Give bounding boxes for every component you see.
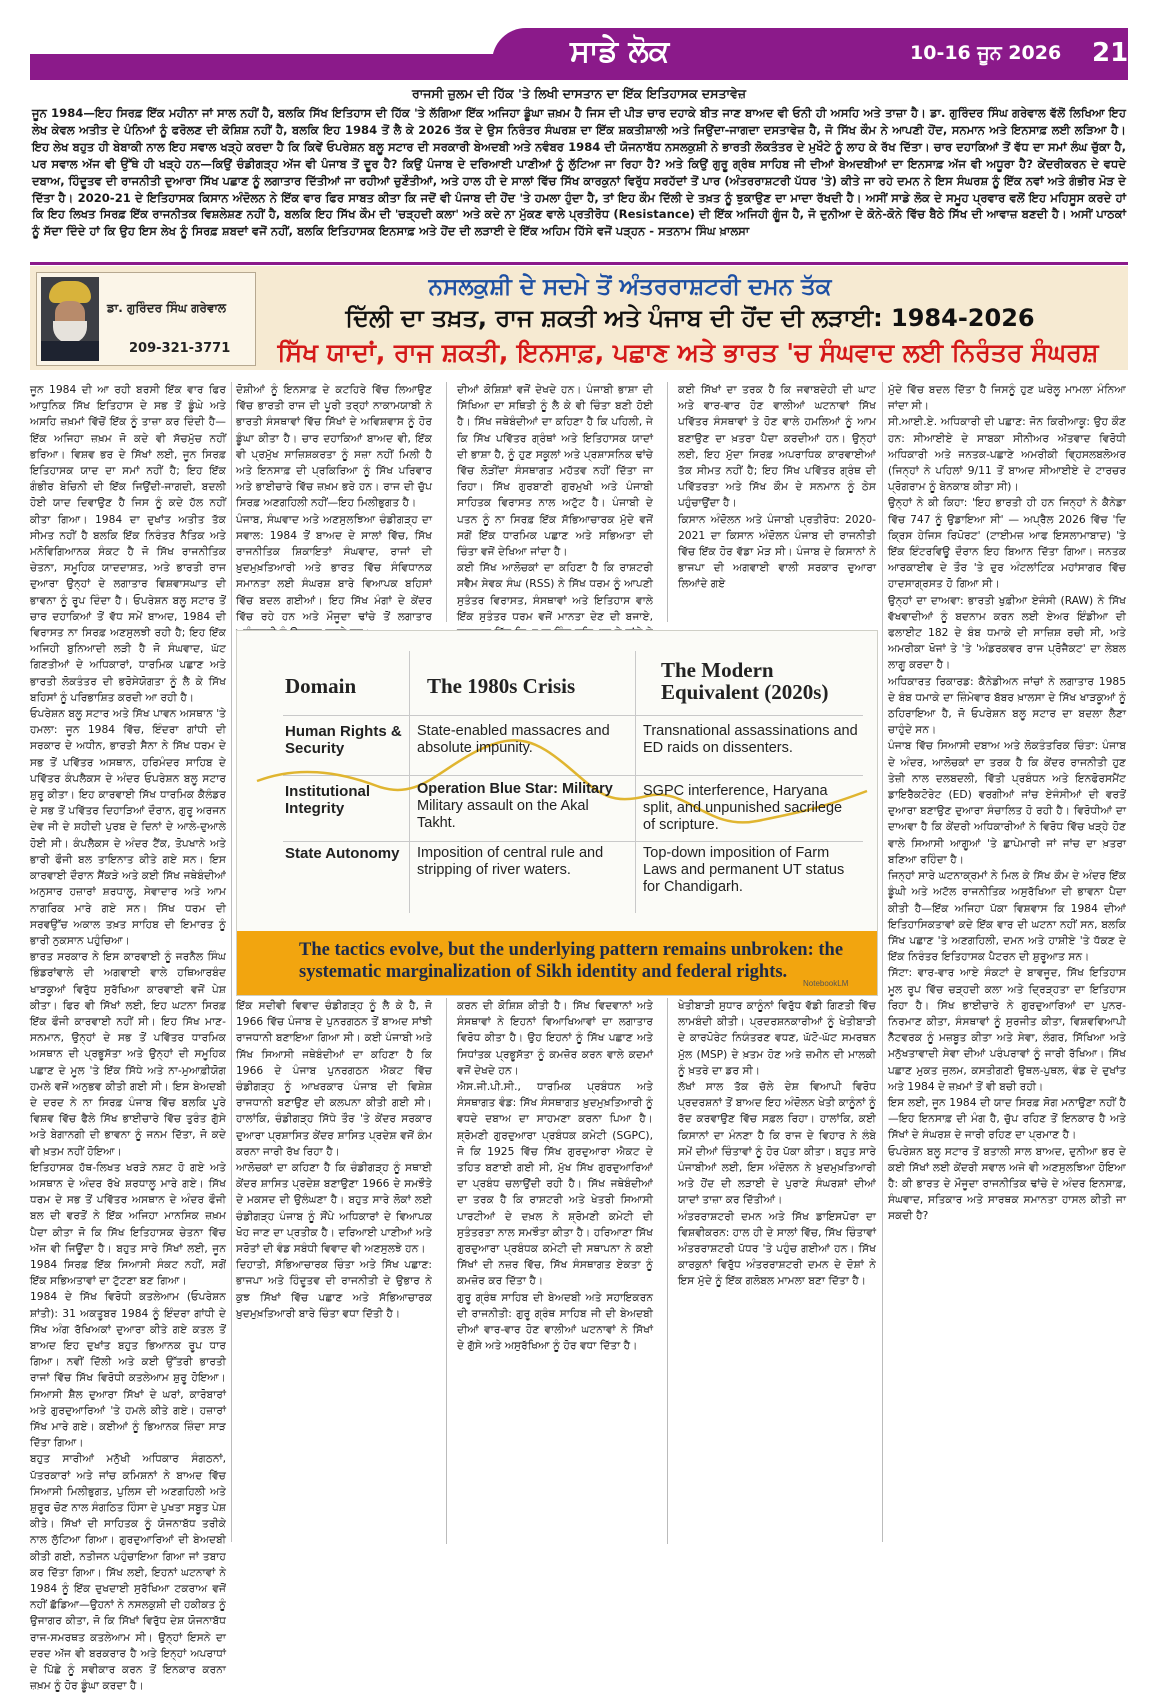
article-paragraph: ਦੋਸ਼ੀਆਂ ਨੂੰ ਇਨਸਾਫ਼ ਦੇ ਕਟਹਿਰੇ ਵਿੱਚ ਲਿਆਉਣ ਵਿੱਚ ਭਾਰਤੀ ਰਾਜ ਦੀ ਪੂਰੀ ਤਰ੍ਹਾਂ ਨਾਕਾਮਯਾਬੀ ਨੇ ਭਾਰਤੀ ਸੰਸਥਾਵਾਂ ਵਿੱਚ ਸਿੱਖਾਂ ਦੇ ਅਵਿਸ਼ਵਾਸ ਨੂੰ ਹੋਰ ਡੂੰਘਾ ਕੀਤਾ ਹੈ। ਚਾਰ ਦਹਾਕਿਆਂ ਬਾਅਦ ਵੀ, ਇੱਕ ਵੀ ਪ੍ਰਮੁੱਖ ਸਾਜ਼ਿਸ਼ਕਰਤਾ ਨੂੰ ਸਜ਼ਾ ਨਹੀਂ ਮਿਲੀ ਹੈ ਅਤੇ ਇਨਸਾਫ਼ ਦੀ ਪ੍ਰਕਿਰਿਆ ਨੂੰ ਸਿੱਖ ਪਰਿਵਾਰ ਅਤੇ ਭਾਈਚਾਰੇ ਵਿੱਚ ਜ਼ਖ਼ਮ ਭਰੇ ਹਨ। ਰਾਜ ਦੀ ਚੁੱਪ ਸਿਰਫ਼ ਅਣਗਹਿਲੀ ਨਹੀਂ—ਇਹ ਮਿਲੀਭੁਗਤ ਹੈ।	[236, 383, 432, 510]
intro-body: ਜੂਨ 1984—ਇਹ ਸਿਰਫ਼ ਇੱਕ ਮਹੀਨਾ ਜਾਂ ਸਾਲ ਨਹੀਂ ਹੈ, ਬਲਕਿ ਸਿੱਖ ਇਤਿਹਾਸ ਦੀ ਹਿੱਕ 'ਤੇ ਲੱਗਿਆ ਇੱਕ ਅਜਿਹਾ ਡੂੰਘਾ ਜ਼ਖ਼ਮ ਹੈ ਜਿਸ ਦੀ ਪੀੜ ਚਾਰ ਦਹਾਕੇ ਬੀਤ ਜਾਣ ਬਾਅਦ ਵੀ ਓਨੀ ਹੀ ਅਸਹਿ ਅਤੇ ਤਾਜ਼ਾ ਹੈ। ਡਾ. ਗੁਰਿੰਦਰ ਸਿੰਘ ਗਰੇਵਾਲ ਵੱਲੋਂ ਲਿਖਿਆ ਇਹ ਲੇਖ ਕੇਵਲ ਅਤੀਤ ਦੇ ਪੰਨਿਆਂ ਨੂੰ ਫਰੋਲਣ ਦੀ ਕੋਸ਼ਿਸ਼ ਨਹੀਂ ਹੈ, ਬਲਕਿ ਇਹ 1984 ਤੋਂ ਲੈ ਕੇ 2026 ਤੱਕ ਦੇ ਉਸ ਨਿਰੰਤਰ ਸੰਘਰਸ਼ ਦਾ ਇੱਕ ਸ਼ਕਤੀਸ਼ਾਲੀ ਅਤੇ ਜਿਉਂਦਾ-ਜਾਗਦਾ ਦਸਤਾਵੇਜ਼ ਹੈ, ਜੋ ਸਿੱਖ ਕੌਮ ਨੇ ਆਪਣੀ ਹੋਂਦ, ਸਨਮਾਨ ਅਤੇ ਇਨਸਾਫ਼ ਲਈ ਲੜਿਆ ਹੈ। ਇਹ ਲੇਖ ਬਹੁਤ ਹੀ ਬੇਬਾਕੀ ਨਾਲ ਇਹ ਸਵਾਲ ਖੜ੍ਹੇ ਕਰਦਾ ਹੈ ਕਿ ਕਿਵੇਂ ਓਪਰੇਸ਼ਨ ਬਲੂ ਸਟਾਰ ਦੀ ਸਰਕਾਰੀ ਬੇਅਦਬੀ ਅਤੇ ਨਵੰਬਰ 1984 ਦੀ ਯੋਜਨਾਬੱਧ ਨਸਲਕੁਸ਼ੀ ਨੇ ਭਾਰਤੀ ਲੋਕਤੰਤਰ ਦੇ ਮੁਖੌਟੇ ਨੂੰ ਲਾਹ ਕੇ ਰੱਖ ਦਿੱਤਾ। ਚਾਰ ਦਹਾਕਿਆਂ ਤੋਂ ਵੱਧ ਦਾ ਸਮਾਂ ਲੰਘ ਚੁੱਕਾ ਹੈ, ਪਰ ਸਵਾਲ ਅੱਜ ਵੀ ਉੱਥੇ ਹੀ ਖੜ੍ਹੇ ਹਨ—ਕਿਉਂ ਚੰਡੀਗੜ੍ਹ ਅੱਜ ਵੀ ਪੰਜਾਬ ਤੋਂ ਦੂਰ ਹੈ? ਕਿਉਂ ਪੰਜਾਬ ਦੇ ਦਰਿਆਈ ਪਾਣੀਆਂ ਨੂੰ ਲੁੱਟਿਆ ਜਾ ਰਿਹਾ ਹੈ? ਅਤੇ ਕਿਉਂ ਗੁਰੂ ਗ੍ਰੰਥ ਸਾਹਿਬ ਜੀ ਦੀਆਂ ਬੇਅਦਬੀਆਂ ਦਾ ਇਨਸਾਫ਼ ਅੱਜ ਵੀ ਅਧੂਰਾ ਹੈ? ਕੇਂਦਰੀਕਰਨ ਦੇ ਵਧਦੇ ਦਬਾਅ, ਹਿੰਦੂਤਵ ਦੀ ਰਾਜਨੀਤੀ ਦੁਆਰਾ ਸਿੱਖ ਪਛਾਣ ਨੂੰ ਲਗਾਤਾਰ ਦਿੱਤੀਆਂ ਜਾ ਰਹੀਆਂ ਚੁਣੌਤੀਆਂ, ਅਤੇ ਹਾਲ ਹੀ ਦੇ ਸਾਲਾਂ ਵਿੱਚ ਸਿੱਖ ਕਾਰਕੁਨਾਂ ਵਿਰੁੱਧ ਸਰਹੱਦਾਂ ਤੋਂ ਪਾਰ (ਅੰਤਰਰਾਸ਼ਟਰੀ ਪੱਧਰ 'ਤੇ) ਕੀਤੇ ਜਾ ਰਹੇ ਦਮਨ ਨੇ ਇਸ ਸੰਘਰਸ਼ ਨੂੰ ਇੱਕ ਨਵਾਂ ਅਤੇ ਗੰਭੀਰ ਮੋੜ ਦੇ ਦਿੱਤਾ ਹੈ। 2020-21 ਦੇ ਇਤਿਹਾਸਕ ਕਿਸਾਨ ਅੰਦੋਲਨ ਨੇ ਇੱਕ ਵਾਰ ਫਿਰ ਸਾਬਤ ਕੀਤਾ ਕਿ ਜਦੋਂ ਵੀ ਪੰਜਾਬ ਦੀ ਹੋਂਦ 'ਤੇ ਹਮਲਾ ਹੁੰਦਾ ਹੈ, ਤਾਂ ਇਹ ਕੌਮ ਦਿੱਲੀ ਦੇ ਤਖ਼ਤ ਨੂੰ ਝੁਕਾਉਣ ਦਾ ਮਾਦਾ ਰੱਖਦੀ ਹੈ। ਅਸੀਂ ਸਾਡੇ ਲੋਕ ਦੇ ਸਮੂਹ ਪ੍ਰਵਾਰ ਵਲੋਂ ਇਹ ਮਹਿਸੂਸ ਕਰਦੇ ਹਾਂ ਕਿ ਇਹ ਲਿਖਤ ਸਿਰਫ਼ ਇੱਕ ਰਾਜਨੀਤਕ ਵਿਸ਼ਲੇਸ਼ਣ ਨਹੀਂ ਹੈ, ਬਲਕਿ ਇਹ ਸਿੱਖ ਕੌਮ ਦੀ 'ਚੜ੍ਹਦੀ ਕਲਾ' ਅਤੇ ਕਦੇ ਨਾ ਮੁੱਕਣ ਵਾਲੇ ਪ੍ਰਤੀਰੋਧ (Resistance) ਦੀ ਇੱਕ ਅਜਿਹੀ ਗੂੰਜ ਹੈ, ਜੋ ਦੁਨੀਆ ਦੇ ਕੋਨੇ-ਕੋਨੇ ਵਿੱਚ ਬੈਠੇ ਸਿੱਖ ਦੀ ਆਵਾਜ਼ ਬਣਦੀ ਹੈ। ਅਸੀਂ ਪਾਠਕਾਂ ਨੂੰ ਸੱਦਾ ਦਿੰਦੇ ਹਾਂ ਕਿ ਉਹ ਇਸ ਲੇਖ ਨੂੰ ਸਿਰਫ਼ ਸ਼ਬਦਾਂ ਵਜੋਂ ਨਹੀਂ, ਬਲਕਿ ਇਤਿਹਾਸਕ ਇਨਸਾਫ਼ ਅਤੇ ਹੋਂਦ ਦੀ ਲੜਾਈ ਦੇ ਇੱਕ ਅਹਿਮ ਹਿੱਸੇ ਵਜੋਂ ਪੜ੍ਹਨ - ਸਤਨਾਮ ਸਿੰਘ ਖ਼ਾਲਸਾ	[32, 106, 1126, 239]
article-banner	[30, 266, 1128, 370]
article-paragraph: ਐਸ.ਜੀ.ਪੀ.ਸੀ., ਧਾਰਮਿਕ ਪ੍ਰਬੰਧਨ ਅਤੇ ਸੰਸਥਾਗਤ ਵੰਡ: ਸਿੱਖ ਸੰਸਥਾਗਤ ਖ਼ੁਦਮੁਖ਼ਤਿਆਰੀ ਨੂੰ ਵਧਦੇ ਦਬਾਅ ਦਾ ਸਾਹਮਣਾ ਕਰਨਾ ਪਿਆ ਹੈ। ਸ਼੍ਰੋਮਣੀ ਗੁਰਦੁਆਰਾ ਪ੍ਰਬੰਧਕ ਕਮੇਟੀ (SGPC), ਜੋ ਕਿ 1925 ਵਿੱਚ ਸਿੱਖ ਗੁਰਦੁਆਰਾ ਐਕਟ ਦੇ ਤਹਿਤ ਬਣਾਈ ਗਈ ਸੀ, ਮੁੱਖ ਸਿੱਖ ਗੁਰਦੁਆਰਿਆਂ ਦਾ ਪ੍ਰਬੰਧ ਚਲਾਉਂਦੀ ਰਹੀ ਹੈ। ਸਿੱਖ ਜਥੇਬੰਦੀਆਂ ਦਾ ਤਰਕ ਹੈ ਕਿ ਰਾਸ਼ਟਰੀ ਅਤੇ ਖੇਤਰੀ ਸਿਆਸੀ ਪਾਰਟੀਆਂ ਦੇ ਦਖ਼ਲ ਨੇ ਸ਼੍ਰੋਮਣੀ ਕਮੇਟੀ ਦੀ ਸੁਤੰਤਰਤਾ ਨਾਲ ਸਮਝੌਤਾ ਕੀਤਾ ਹੈ। ਹਰਿਆਣਾ ਸਿੱਖ ਗੁਰਦੁਆਰਾ ਪ੍ਰਬੰਧਕ ਕਮੇਟੀ ਦੀ ਸਥਾਪਨਾ ਨੇ ਕਈ ਸਿੱਖਾਂ ਦੀ ਨਜ਼ਰ ਵਿੱਚ, ਸਿੱਖ ਸੰਸਥਾਗਤ ਏਕਤਾ ਨੂੰ ਕਮਜ਼ੋਰ ਕਰ ਦਿੱਤਾ ਹੈ।	[457, 1080, 653, 1288]
article-paragraph: ਪੰਜਾਬ ਵਿੱਚ ਸਿਆਸੀ ਦਬਾਅ ਅਤੇ ਲੋਕਤੰਤਰਿਕ ਚਿੰਤਾ: ਪੰਜਾਬ ਦੇ ਅੰਦਰ, ਆਲੋਚਕਾਂ ਦਾ ਤਰਕ ਹੈ ਕਿ ਕੇਂਦਰ ਰਾਜਨੀਤੀ ਹੁਣ ਤੇਜ਼ੀ ਨਾਲ ਦਲਬਦਲੀ, ਵਿੱਤੀ ਪ੍ਰਬੰਧਨ ਅਤੇ ਇਨਫੋਰਸਮੈਂਟ ਡਾਇਰੈਕਟੋਰੇਟ (ED) ਵਰਗੀਆਂ ਜਾਂਚ ਏਜੰਸੀਆਂ ਦੀ ਵਰਤੋਂ ਦੁਆਰਾ ਬਣਾਉਣ ਦੁਆਰਾ ਸੰਚਾਲਿਤ ਹੋ ਰਹੀ ਹੈ। ਵਿਰੋਧੀਆਂ ਦਾ ਦਾਅਵਾ ਹੈ ਕਿ ਕੇਂਦਰੀ ਅਧਿਕਾਰੀਆਂ ਨੇ ਵਿਰੋਧ ਵਿੱਚ ਖੜ੍ਹੇ ਹੋਣ ਵਾਲੇ ਸਿਆਸੀ ਆਗੂਆਂ 'ਤੇ ਛਾਪੇਮਾਰੀ ਜਾਂ ਜਾਂਚ ਦਾ ਖ਼ਤਰਾ ਬਣਿਆ ਰਹਿੰਦਾ ਹੈ।	[888, 739, 1126, 866]
article-paragraph: ਗੁਰੂ ਗ੍ਰੰਥ ਸਾਹਿਬ ਦੀ ਬੇਅਦਬੀ ਅਤੇ ਸਹਾਇਕਰਨ ਦੀ ਰਾਜਨੀਤੀ: ਗੁਰੂ ਗ੍ਰੰਥ ਸਾਹਿਬ ਜੀ ਦੀ ਬੇਅਦਬੀ ਦੀਆਂ ਵਾਰ-ਵਾਰ ਹੋਣ ਵਾਲੀਆਂ ਘਟਨਾਵਾਂ ਨੇ ਸਿੱਖਾਂ ਦੇ ਗੁੱਸੇ ਅਤੇ ਅਸੁਰੱਖਿਆ ਨੂੰ ਹੋਰ ਵਧਾ ਦਿੱਤਾ ਹੈ।	[457, 1290, 653, 1353]
row-modern-human-rights: Transnational assassinations and ED raids on dissenters.	[643, 723, 858, 756]
column-4-bottom	[678, 998, 876, 1544]
author-photo	[41, 277, 99, 361]
article-paragraph: ਉਨ੍ਹਾਂ ਨੇ ਕੀ ਕਿਹਾ: 'ਇਹ ਭਾਰਤੀ ਹੀ ਹਨ ਜਿਨ੍ਹਾਂ ਨੇ ਕੈਨੇਡਾ ਵਿੱਚ 747 ਨੂੰ ਉਡਾਇਆ ਸੀ' — ਅਪ੍ਰੈਲ 2026 ਵਿੱਚ 'ਦਿ ਕ੍ਰਿਸ ਹੇਜਿਸ ਰਿਪੋਰਟ' (ਟਾਈਮਜ਼ ਆਫ ਇਸਲਾਮਾਬਾਦ) 'ਤੇ ਇੱਕ ਇੰਟਰਵਿਊ ਦੌਰਾਨ ਇਹ ਬਿਆਨ ਦਿੱਤਾ ਗਿਆ। ਜਨਤਕ ਆਰਕਾਈਵ ਦੇ ਤੌਰ 'ਤੇ ਦੁਰ ਅੰਟਲਾਂਟਿਕ ਮਹਾਂਸਾਗਰ ਵਿੱਚ ਹਾਦਸਾਗ੍ਰਸਤ ਹੋ ਗਿਆ ਸੀ।	[888, 496, 1126, 591]
row-label-institutional: Institutional Integrity	[285, 783, 370, 817]
row-1980s-autonomy: Imposition of central rule and stripping of river waters.	[417, 845, 604, 878]
article-paragraph: ਲੱਖਾਂ ਸਾਲ ਤੱਕ ਚੱਲੇ ਦੇਸ਼ ਵਿਆਪੀ ਵਿਰੋਧ ਪ੍ਰਦਰਸ਼ਨਾਂ ਤੋਂ ਬਾਅਦ ਇਹ ਅੰਦੋਲਨ ਖੇਤੀ ਕਾਨੂੰਨਾਂ ਨੂੰ ਰੱਦ ਕਰਵਾਉਣ ਵਿੱਚ ਸਫ਼ਲ ਰਿਹਾ। ਹਾਲਾਂਕਿ, ਕਈ ਕਿਸਾਨਾਂ ਦਾ ਮੰਨਣਾ ਹੈ ਕਿ ਰਾਜ ਦੇ ਵਿਹਾਰ ਨੇ ਲੰਬੇ ਸਮੇਂ ਦੀਆਂ ਚਿੰਤਾਵਾਂ ਨੂੰ ਹੋਰ ਪੱਕਾ ਕੀਤਾ। ਬਹੁਤ ਸਾਰੇ ਪੰਜਾਬੀਆਂ ਲਈ, ਇਸ ਅੰਦੋਲਨ ਨੇ ਖ਼ੁਦਮੁਖ਼ਤਿਆਰੀ ਅਤੇ ਹੋਂਦ ਦੀ ਲੜਾਈ ਦੇ ਪੁਰਾਣੇ ਸੰਘਰਸ਼ਾਂ ਦੀਆਂ ਯਾਦਾਂ ਤਾਜ਼ਾ ਕਰ ਦਿੱਤੀਆਂ।	[678, 1080, 876, 1207]
column-3-top	[457, 382, 653, 623]
row-1980s-institutional-bold: Operation Blue Star: Military	[417, 781, 613, 797]
publication-name: ਸਾਡੇ ਲੋਕ	[570, 34, 670, 69]
article-paragraph: ਦਿਹਾਤੀ, ਸੱਭਿਆਚਾਰਕ ਚਿੰਤਾ ਅਤੇ ਸਿੱਖ ਪਛਾਣ: ਭਾਜਪਾ ਅਤੇ ਹਿੰਦੂਤਵ ਦੀ ਰਾਜਨੀਤੀ ਦੇ ਉਭਾਰ ਨੇ ਕੁਝ ਸਿੱਖਾਂ ਵਿੱਚ ਪਛਾਣ ਅਤੇ ਸੱਭਿਆਚਾਰਕ ਖ਼ੁਦਮੁਖ਼ਤਿਆਰੀ ਬਾਰੇ ਚਿੰਤਾ ਵਧਾ ਦਿੱਤੀ ਹੈ।	[236, 1258, 432, 1320]
article-paragraph: ਖੇਤੀਬਾੜੀ ਸੁਧਾਰ ਕਾਨੂੰਨਾਂ ਵਿਰੁੱਧ ਵੱਡੀ ਗਿਣਤੀ ਵਿੱਚ ਲਾਮਬੰਦੀ ਕੀਤੀ। ਪ੍ਰਦਰਸ਼ਨਕਾਰੀਆਂ ਨੂੰ ਖੇਤੀਬਾੜੀ ਦੇ ਕਾਰਪੋਰੇਟ ਨਿਯੰਤਰਣ ਵਧਣ, ਘੱਟੋ-ਘੱਟ ਸਮਰਥਨ ਮੁੱਲ (MSP) ਦੇ ਖ਼ਤਮ ਹੋਣ ਅਤੇ ਜ਼ਮੀਨ ਦੀ ਮਾਲਕੀ ਨੂੰ ਖ਼ਤਰੇ ਦਾ ਡਰ ਸੀ।	[678, 999, 876, 1077]
row-modern-institutional: SGPC interference, Haryana split, and unpunished sacrilege of scripture.	[643, 783, 843, 833]
author-box	[36, 272, 256, 366]
article-paragraph: ਸੀ.ਆਈ.ਏ. ਅਧਿਕਾਰੀ ਦੀ ਪਛਾਣ: ਜੋਨ ਕਿਰੀਆਕੂ: ਉਹ ਕੌਣ ਹਨ: ਸੀਆਈਏ ਦੇ ਸਾਬਕਾ ਸੀਨੀਅਰ ਅੱਤਵਾਦ ਵਿਰੋਧੀ ਅਧਿਕਾਰੀ ਅਤੇ ਜਨਤਕ-ਪਛਾਣੇ ਅਮਰੀਕੀ ਵ੍ਹਿਸਲਬਲੋਅਰ (ਜਿਨ੍ਹਾਂ ਨੇ ਪਹਿਲਾਂ 9/11 ਤੋਂ ਬਾਅਦ ਸੀਆਈਏ ਦੇ ਟਾਰਚਰ ਪ੍ਰੋਗਰਾਮ ਨੂੰ ਬੇਨਕਾਬ ਕੀਤਾ ਸੀ)।	[888, 415, 1126, 494]
column-rule	[882, 382, 883, 1542]
editorial-intro	[32, 86, 1126, 260]
article-paragraph: ਬਹੁਤ ਸਾਰੀਆਂ ਮਨੁੱਖੀ ਅਧਿਕਾਰ ਸੰਗਠਨਾਂ, ਪੱਤਰਕਾਰਾਂ ਅਤੇ ਜਾਂਚ ਕਮਿਸ਼ਨਾਂ ਨੇ ਬਾਅਦ ਵਿੱਚ ਸਿਆਸੀ ਮਿਲੀਭੁਗਤ, ਪੁਲਿਸ ਦੀ ਅਣਗਹਿਲੀ ਅਤੇ ਸ਼ੁਰੂਰ ਚੋਣ ਨਾਲ ਸੰਗਠਿਤ ਹਿੰਸਾ ਦੇ ਪੁਖਤਾ ਸਬੂਤ ਪੇਸ਼ ਕੀਤੇ। ਸਿੱਖਾਂ ਦੀ ਸਾਹਿਤਕ ਨੂੰ ਯੋਜਨਾਬੱਧ ਤਰੀਕੇ ਨਾਲ ਲੁੱਟਿਆ ਗਿਆ। ਗੁਰਦੁਆਰਿਆਂ ਦੀ ਬੇਅਦਬੀ ਕੀਤੀ ਗਈ, ਨਤੀਜਨ ਪਹੁੰਚਾਇਆ ਗਿਆ ਜਾਂ ਤਬਾਹ ਕਰ ਦਿੱਤਾ ਗਿਆ। ਸਿੱਖ ਲਈ, ਇਹਨਾਂ ਘਟਨਾਵਾਂ ਨੇ 1984 ਨੂੰ ਇੱਕ ਦੁਖਦਾਈ ਸੁਰੱਖਿਆ ਟਕਰਾਅ ਵਜੋਂ ਨਹੀਂ ਛੱਡਿਆ—ਉਹਨਾਂ ਨੇ ਨਸਲਕੁਸ਼ੀ ਦੀ ਹਕੀਕਤ ਨੂੰ ਉਜਾਗਰ ਕੀਤਾ, ਜੋ ਕਿ ਸਿੱਖਾਂ ਵਿਰੁੱਧ ਦੇਸ਼ ਯੋਜਨਾਬੱਧ ਰਾਜ-ਸਮਰਥਤ ਕਤਲੇਆਮ ਸੀ। ਉਨ੍ਹਾਂ ਇਸਨੇ ਦਾ ਦਰਦ ਅੱਜ ਵੀ ਬਰਕਰਾਰ ਹੈ ਅਤੇ ਇਨ੍ਹਾਂ ਅਪਰਾਧਾਂ ਦੇ ਪਿੱਛੇ ਨੂੰ ਸਵੀਕਾਰ ਕਰਨ ਤੋਂ ਇਨਕਾਰ ਕਰਨਾ ਜ਼ਖ਼ਮ ਨੂੰ ਹੋਰ ਡੂੰਘਾ ਕਰਦਾ ਹੈ।	[30, 1452, 226, 1693]
article-paragraph: ਮੁੱਦੇ ਵਿੱਚ ਬਦਲ ਦਿੱਤਾ ਹੈ ਜਿਸਨੂੰ ਹੁਣ ਘਰੇਲੂ ਮਾਮਲਾ ਮੰਨਿਆ ਜਾਂਦਾ ਸੀ।	[888, 383, 1126, 413]
article-paragraph: ਆਲੋਚਕਾਂ ਦਾ ਕਹਿਣਾ ਹੈ ਕਿ ਚੰਡੀਗੜ੍ਹ ਨੂੰ ਸਥਾਈ ਕੇਂਦਰ ਸ਼ਾਸਿਤ ਪ੍ਰਦੇਸ਼ ਬਣਾਉਣਾ 1966 ਦੇ ਸਮਝੌਤੇ ਦੇ ਮਕਸਦ ਦੀ ਉਲੰਘਣਾ ਹੈ। ਬਹੁਤ ਸਾਰੇ ਲੋਕਾਂ ਲਈ ਚੰਡੀਗੜ੍ਹ ਪੰਜਾਬ ਨੂੰ ਸੌਂਪੇ ਅਧਿਕਾਰਾਂ ਦੇ ਵਿਆਪਕ ਖੋਹ ਜਾਣ ਦਾ ਪ੍ਰਤੀਕ ਹੈ। ਦਰਿਆਈ ਪਾਣੀਆਂ ਅਤੇ ਸਰੋਤਾਂ ਦੀ ਵੰਡ ਸਬੰਧੀ ਵਿਵਾਦ ਵੀ ਅਣਸੁਲਝੇ ਹਨ।	[236, 1161, 432, 1256]
article-paragraph: ਸਿੱਟਾ: ਵਾਰ-ਵਾਰ ਆਏ ਸੰਕਟਾਂ ਦੇ ਬਾਵਜੂਦ, ਸਿੱਖ ਇਤਿਹਾਸ ਮੂਲ ਰੂਪ ਵਿੱਚ ਚੜ੍ਹਦੀ ਕਲਾ ਅਤੇ ਦ੍ਰਿੜ੍ਹਤਾ ਦਾ ਇਤਿਹਾਸ ਰਿਹਾ ਹੈ। ਸਿੱਖ ਭਾਈਚਾਰੇ ਨੇ ਗੁਰਦੁਆਰਿਆਂ ਦਾ ਪੁਨਰ-ਨਿਰਮਾਣ ਕੀਤਾ, ਸੰਸਥਾਵਾਂ ਨੂੰ ਸੁਰਜੀਤ ਕੀਤਾ, ਵਿਸ਼ਵਵਿਆਪੀ ਨੈੱਟਵਰਕ ਨੂੰ ਮਜ਼ਬੂਤ ਕੀਤਾ ਅਤੇ ਸੇਵਾ, ਲੰਗਰ, ਸਿੱਖਿਆ ਅਤੇ ਮਨੁੱਖਤਾਵਾਦੀ ਸੇਵਾ ਦੀਆਂ ਪਰੰਪਰਾਵਾਂ ਨੂੰ ਜਾਰੀ ਰੱਖਿਆ। ਸਿੱਖ ਪਛਾਣ ਮੁਕਤ ਜੁਲਮ, ਕਸਤੀਗਣੀ ਉਥਲ-ਪੁਥਲ, ਵੰਡ ਦੇ ਦੁਖਾਂਤ ਅਤੇ 1984 ਦੇ ਜ਼ਖ਼ਮਾਂ ਤੋਂ ਵੀ ਬਚੀ ਰਹੀ।	[888, 966, 1126, 1093]
article-paragraph: ਜੂਨ 1984 ਦੀ ਆ ਰਹੀ ਬਰਸੀ ਇੱਕ ਵਾਰ ਫਿਰ ਆਧੁਨਿਕ ਸਿੱਖ ਇਤਿਹਾਸ ਦੇ ਸਭ ਤੋਂ ਡੂੰਘੇ ਅਤੇ ਅਸਹਿ ਜ਼ਖ਼ਮਾਂ ਵਿੱਚੋਂ ਇੱਕ ਨੂੰ ਤਾਜ਼ਾ ਕਰ ਦਿੰਦੀ ਹੈ—ਇੱਕ ਅਜਿਹਾ ਜ਼ਖ਼ਮ ਜੋ ਕਦੇ ਵੀ ਸੱਚਮੁੱਚ ਨਹੀਂ ਭਰਿਆ। ਵਿਸ਼ਵ ਭਰ ਦੇ ਸਿੱਖਾਂ ਲਈ, ਜੂਨ ਸਿਰਫ਼ ਇਤਿਹਾਸਕ ਯਾਦ ਦਾ ਸਮਾਂ ਨਹੀਂ ਹੈ; ਇਹ ਇੱਕ ਗੰਭੀਰ ਬੇਚਿਨੀ ਦੀ ਇੱਕ ਜਿਉਂਦੀ-ਜਾਗਦੀ, ਬਦਲੀ ਹੋਈ ਯਾਦ ਦਿਵਾਉਣ ਹੈ ਜਿਸ ਨੂੰ ਕਦੇ ਹੱਲ ਨਹੀਂ ਕੀਤਾ ਗਿਆ। 1984 ਦਾ ਦੁਖਾਂਤ ਅਤੀਤ ਤੱਕ ਸੀਮਤ ਨਹੀਂ ਹੈ ਬਲਕਿ ਇੱਕ ਨਿਰੰਤਰ ਨੈਤਿਕ ਅਤੇ ਮਨੋਵਿਗਿਆਨਕ ਸੰਕਟ ਹੈ ਜੋ ਸਿੱਖ ਰਾਜਨੀਤਿਕ ਚੇਤਨਾ, ਸਮੂਹਿਕ ਯਾਦਦਾਸ਼ਤ, ਅਤੇ ਭਾਰਤੀ ਰਾਜ ਦੁਆਰਾ ਉਨ੍ਹਾਂ ਦੇ ਲਗਾਤਾਰ ਵਿਸ਼ਵਾਸਘਾਤ ਦੀ ਭਾਵਨਾ ਨੂੰ ਰੂਪ ਦਿੰਦਾ ਹੈ। ਓਪਰੇਸ਼ਨ ਬਲੂ ਸਟਾਰ ਤੋਂ ਚਾਰ ਦਹਾਕਿਆਂ ਤੋਂ ਵੱਧ ਸਮੇਂ ਬਾਅਦ, 1984 ਦੀ ਵਿਰਾਸਤ ਨਾ ਸਿਰਫ਼ ਅਣਸੁਲਝੀ ਰਹੀ ਹੈ; ਇਹ ਇੱਕ ਅਜਿਹੀ ਬੁਨਿਆਦੀ ਲੜੀ ਹੈ ਜੋ ਸੰਘਵਾਦ, ਘੱਟ ਗਿਣਤੀਆਂ ਦੇ ਅਧਿਕਾਰਾਂ, ਧਾਰਮਿਕ ਪਛਾਣ ਅਤੇ ਭਾਰਤੀ ਲੋਕਤੰਤਰ ਦੀ ਭਰੋਸੇਯੋਗਤਾ ਨੂੰ ਲੈ ਕੇ ਸਿੱਖ ਬਹਿਸਾਂ ਨੂੰ ਪਰਿਭਾਸ਼ਿਤ ਕਰਦੀ ਆ ਰਹੀ ਹੈ।	[30, 383, 226, 704]
row-1980s-human-rights: State-enabled massacres and absolute impunity.	[417, 723, 610, 756]
header-domain: Domain	[285, 674, 357, 698]
column-2-top	[236, 382, 432, 623]
column-2-bottom	[236, 998, 432, 1544]
column-3-bottom	[457, 998, 653, 1544]
column-1	[30, 382, 226, 1693]
article-paragraph: ਓਪਰੇਸ਼ਨ ਬਲੂ ਸਟਾਰ ਤੋਂ ਬਤਾਲੀ ਸਾਲ ਬਾਅਦ, ਦੁਨੀਆ ਭਰ ਦੇ ਕਈ ਸਿੱਖਾਂ ਲਈ ਕੇਂਦਰੀ ਸਵਾਲ ਅਜੇ ਵੀ ਅਣਸੁਲਝਿਆ ਹੋਇਆ ਹੈ: ਕੀ ਭਾਰਤ ਦੇ ਮੌਜੂਦਾ ਰਾਜਨੀਤਿਕ ਢਾਂਚੇ ਦੇ ਅੰਦਰ ਇਨਸਾਫ਼, ਸੰਘਵਾਦ, ਸਤਿਕਾਰ ਅਤੇ ਸਾਰਥਕ ਸਮਾਨਤਾ ਹਾਸਲ ਕੀਤੀ ਜਾ ਸਕਦੀ ਹੈ?	[888, 1144, 1126, 1223]
column-5	[888, 382, 1126, 1524]
article-headline: ਦਿੱਲੀ ਦਾ ਤਖ਼ਤ, ਰਾਜ ਸ਼ਕਤੀ ਅਤੇ ਪੰਜਾਬ ਦੀ ਹੋਂਦ ਦੀ ਲੜਾਈ: 1984-2026	[345, 304, 1035, 332]
issue-date: 10-16 ਜੂਨ 2026	[910, 42, 1062, 64]
row-label-human-rights: Human Rights & Security	[285, 723, 402, 757]
article-paragraph: ਜਿਨ੍ਹਾਂ ਸਾਰੇ ਘਟਨਾਕ੍ਰਮਾਂ ਨੇ ਮਿਲ ਕੇ ਸਿੱਖ ਕੌਮ ਦੇ ਅੰਦਰ ਇੱਕ ਡੂੰਘੀ ਅਤੇ ਅਟੱਲ ਰਾਜਨੀਤਿਕ ਅਸੁਰੱਖਿਆ ਦੀ ਭਾਵਨਾ ਪੈਦਾ ਕੀਤੀ ਹੈ—ਇੱਕ ਅਜਿਹਾ ਪੱਕਾ ਵਿਸ਼ਵਾਸ ਕਿ 1984 ਦੀਆਂ ਇਤਿਹਾਸਿਕਤਾਵਾਂ ਕਦੇ ਇੱਕ ਵਾਰ ਦੀ ਘਟਨਾ ਨਹੀਂ ਸਨ, ਬਲਕਿ ਸਿੱਖ ਪਛਾਣ 'ਤੇ ਅਣਗਹਿਲੀ, ਦਮਨ ਅਤੇ ਹਾਸ਼ੀਏ 'ਤੇ ਧੱਕਣ ਦੇ ਇੱਕ ਨਿਰੰਤਰ ਇਤਿਹਾਸਕ ਪੈਟਰਨ ਦੀ ਸ਼ੁਰੂਆਤ ਸਨ।	[888, 869, 1126, 964]
page-number: 21	[1092, 38, 1129, 68]
column-rule	[446, 382, 447, 622]
article-paragraph: ਦੀਆਂ ਕੋਸ਼ਿਸ਼ਾਂ ਵਜੋਂ ਦੇਖਦੇ ਹਨ। ਪੰਜਾਬੀ ਭਾਸ਼ਾ ਦੀ ਸਿੱਖਿਆ ਦਾ ਸਥਿਤੀ ਨੂੰ ਲੈ ਕੇ ਵੀ ਚਿੰਤਾ ਬਣੀ ਹੋਈ ਹੈ। ਸਿੱਖ ਜਥੇਬੰਦੀਆਂ ਦਾ ਕਹਿਣਾ ਹੈ ਕਿ ਪਹਿਲੀ, ਜੇ ਕਿ ਸਿੱਖ ਪਵਿੱਤਰ ਗ੍ਰੰਥਾਂ ਅਤੇ ਇਤਿਹਾਸਕ ਯਾਦਾਂ ਦੀ ਭਾਸ਼ਾ ਹੈ, ਨੂੰ ਹੁਣ ਸਕੂਲਾਂ ਅਤੇ ਪ੍ਰਸ਼ਾਸਨਿਕ ਢਾਂਚੇ ਵਿੱਚ ਲੋੜੀਂਦਾ ਸੰਸਥਾਗਤ ਮਹੱਤਵ ਨਹੀਂ ਦਿੱਤਾ ਜਾ ਰਿਹਾ। ਸਿੱਖ ਗੁਰਬਾਣੀ ਗੁਰਮੁਖੀ ਅਤੇ ਪੰਜਾਬੀ ਸਾਹਿਤਕ ਵਿਰਾਸਤ ਨਾਲ ਅਟੁੱਟ ਹੈ। ਪੰਜਾਬੀ ਦੇ ਪਤਨ ਨੂੰ ਨਾ ਸਿਰਫ਼ ਇੱਕ ਸੱਭਿਆਚਾਰਕ ਮੁੱਦੇ ਵਜੋਂ ਸਗੋਂ ਇੱਕ ਧਾਰਮਿਕ ਪਛਾਣ ਅਤੇ ਸਭਿਅਤਾ ਦੀ ਚਿੰਤਾ ਵਜੋਂ ਦੇਖਿਆ ਜਾਂਦਾ ਹੈ।	[457, 383, 653, 559]
article-paragraph: ਕਿਸਾਨ ਅੰਦੋਲਨ ਅਤੇ ਪੰਜਾਬੀ ਪ੍ਰਤੀਰੋਧ: 2020-2021 ਦਾ ਕਿਸਾਨ ਅੰਦੋਲਨ ਪੰਜਾਬ ਦੀ ਰਾਜਨੀਤੀ ਵਿੱਚ ਇੱਕ ਹੋਰ ਵੱਡਾ ਮੋੜ ਸੀ। ਪੰਜਾਬ ਦੇ ਕਿਸਾਨਾਂ ਨੇ ਭਾਜਪਾ ਦੀ ਅਗਵਾਈ ਵਾਲੀ ਸਰਕਾਰ ਦੁਆਰਾ ਲਿਆਂਦੇ ਗਏ	[678, 512, 876, 591]
author-phone: 209-321-3771	[129, 341, 231, 356]
header-modern: The Modern Equivalent (2020s)	[661, 658, 829, 704]
article-paragraph: ਕਰਨ ਦੀ ਕੋਸ਼ਿਸ਼ ਕੀਤੀ ਹੈ। ਸਿੱਖ ਵਿਦਵਾਨਾਂ ਅਤੇ ਸੰਸਥਾਵਾਂ ਨੇ ਇਹਨਾਂ ਵਿਆਖਿਆਵਾਂ ਦਾ ਲਗਾਤਾਰ ਵਿਰੋਧ ਕੀਤਾ ਹੈ। ਉਹ ਇਹਨਾਂ ਨੂੰ ਸਿੱਖ ਪਛਾਣ ਅਤੇ ਸਿਧਾਂਤਕ ਪ੍ਰਭੂਸੱਤਾ ਨੂੰ ਕਮਜ਼ੋਰ ਕਰਨ ਵਾਲੇ ਕਦਮਾਂ ਵਜੋਂ ਦੇਖਦੇ ਹਨ।	[457, 999, 653, 1077]
article-paragraph: ਕਈ ਸਿੱਖਾਂ ਦਾ ਤਰਕ ਹੈ ਕਿ ਜਵਾਬਦੇਹੀ ਦੀ ਘਾਟ ਅਤੇ ਵਾਰ-ਵਾਰ ਹੋਣ ਵਾਲੀਆਂ ਘਟਨਾਵਾਂ ਸਿੱਖ ਪਵਿੱਤਰ ਸੰਸਥਾਵਾਂ ਤੇ ਹੋਣ ਵਾਲੇ ਹਮਲਿਆਂ ਨੂੰ ਆਮ ਬਣਾਉਣ ਦਾ ਖ਼ਤਰਾ ਪੈਦਾ ਕਰਦੀਆਂ ਹਨ। ਉਨ੍ਹਾਂ ਲਈ, ਇਹ ਮੁੱਦਾ ਸਿਰਫ਼ ਅਪਰਾਧਿਕ ਕਾਰਵਾਈਆਂ ਤੱਕ ਸੀਮਤ ਨਹੀਂ ਹੈ; ਇਹ ਸਿੱਖ ਪਵਿੱਤਰ ਗ੍ਰੰਥ ਦੀ ਪਵਿੱਤਰਤਾ ਅਤੇ ਸਿੱਖ ਕੌਮ ਦੇ ਸਨਮਾਨ ਨੂੰ ਠੇਸ ਪਹੁੰਚਾਉਂਦਾ ਹੈ।	[678, 383, 876, 510]
row-label-autonomy: State Autonomy	[285, 845, 400, 862]
row-1980s-institutional: Military assault on the Akal Takht.	[417, 798, 589, 831]
comparison-infographic	[236, 630, 878, 996]
article-deck: ਸਿੱਖ ਯਾਦਾਂ, ਰਾਜ ਸ਼ਕਤੀ, ਇਨਸਾਫ਼, ਪਛਾਣ ਅਤੇ ਭਾਰਤ 'ਚ ਸੰਘਵਾਦ ਲਈ ਨਿਰੰਤਰ ਸੰਘਰਸ਼	[277, 338, 1099, 367]
row-modern-autonomy: Top-down imposition of Farm Laws and permanent UT status for Chandigarh.	[643, 845, 845, 895]
column-rule	[231, 382, 232, 1542]
infographic-credit: NotebookLM	[803, 979, 849, 988]
infographic-footer-text: The tactics evolve, but the underlying pattern remains unbroken: the systematic marginalization of Sikh identity and federal rights.	[299, 940, 844, 982]
article-paragraph: ਉਨ੍ਹਾਂ ਦਾ ਦਾਅਵਾ: ਭਾਰਤੀ ਖੁਫ਼ੀਆ ਏਜੰਸੀ (RAW) ਨੇ ਸਿੱਖ ਵੱਖਵਾਦੀਆਂ ਨੂੰ ਬਦਨਾਮ ਕਰਨ ਲਈ ਏਅਰ ਇੰਡੀਆ ਦੀ ਫਲਾਈਟ 182 ਦੇ ਬੰਬ ਧਮਾਕੇ ਦੀ ਸਾਜ਼ਿਸ਼ ਰਚੀ ਸੀ, ਅਤੇ ਅਮਰੀਕਾ ਖੋਜਾਂ ਤੇ 'ਤੇ 'ਅੰਡਰਕਵਰ ਰਾਜ ਪ੍ਰੋਜੈਕਟ' ਦਾ ਲੇਬਲ ਲਾਗੂ ਕਰਦਾ ਹੈ।	[888, 593, 1126, 672]
section-divider	[30, 262, 1128, 265]
article-paragraph: ਇੱਕ ਸਦੀਵੀ ਵਿਵਾਦ ਚੰਡੀਗੜ੍ਹ ਨੂੰ ਲੈ ਕੇ ਹੈ, ਜੋ 1966 ਵਿੱਚ ਪੰਜਾਬ ਦੇ ਪੁਨਰਗਠਨ ਤੋਂ ਬਾਅਦ ਸਾਂਝੀ ਰਾਜਧਾਨੀ ਬਣਾਇਆ ਗਿਆ ਸੀ। ਕਈ ਪੰਜਾਬੀ ਅਤੇ ਸਿੱਖ ਸਿਆਸੀ ਜਥੇਬੰਦੀਆਂ ਦਾ ਕਹਿਣਾ ਹੈ ਕਿ 1966 ਦੇ ਪੰਜਾਬ ਪੁਨਰਗਠਨ ਐਕਟ ਵਿੱਚ ਚੰਡੀਗੜ੍ਹ ਨੂੰ ਆਖਰਕਾਰ ਪੰਜਾਬ ਦੀ ਵਿਸ਼ੇਸ਼ ਰਾਜਧਾਨੀ ਬਣਾਉਣ ਦੀ ਕਲਪਨਾ ਕੀਤੀ ਗਈ ਸੀ। ਹਾਲਾਂਕਿ, ਚੰਡੀਗੜ੍ਹ ਸਿੱਧੇ ਤੌਰ 'ਤੇ ਕੇਂਦਰ ਸਰਕਾਰ ਦੁਆਰਾ ਪ੍ਰਸ਼ਾਸਿਤ ਕੇਂਦਰ ਸ਼ਾਸਿਤ ਪ੍ਰਦੇਸ਼ ਵਜੋਂ ਕੰਮ ਕਰਨਾ ਜਾਰੀ ਰੱਖ ਰਿਹਾ ਹੈ।	[236, 999, 432, 1158]
page-header	[30, 28, 1128, 80]
header-1980s: The 1980s Crisis	[427, 674, 576, 698]
column-rule	[667, 382, 668, 622]
article-paragraph: ਅਧਿਕਾਰਤ ਰਿਕਾਰਡ: ਕੈਨੇਡੀਅਨ ਜਾਂਚਾਂ ਨੇ ਲਗਾਤਾਰ 1985 ਦੇ ਬੰਬ ਧਮਾਕੇ ਦਾ ਜ਼ਿੰਮੇਵਾਰ ਬੱਬਰ ਖ਼ਾਲਸਾ ਦੇ ਸਿੱਖ ਖਾੜਕੂਆਂ ਨੂੰ ਠਹਿਰਾਇਆ ਹੈ, ਜੋ ਓਪਰੇਸ਼ਨ ਬਲੂ ਸਟਾਰ ਦਾ ਬਦਲਾ ਲੈਣਾ ਚਾਹੁੰਦੇ ਸਨ।	[888, 674, 1126, 737]
column-rule	[667, 998, 668, 1544]
article-paragraph: ਕਈ ਸਿੱਖ ਆਲੋਚਕਾਂ ਦਾ ਕਹਿਣਾ ਹੈ ਕਿ ਰਾਸ਼ਟਰੀ ਸਵੈਮ ਸੇਵਕ ਸੰਘ (RSS) ਨੇ ਸਿੱਖ ਧਰਮ ਨੂੰ ਆਪਣੀ ਸੁਤੰਤਰ ਵਿਰਾਸਤ, ਸੰਸਥਾਵਾਂ ਅਤੇ ਇਤਿਹਾਸ ਵਾਲੇ ਇੱਕ ਸੁਤੰਤਰ ਧਰਮ ਵਜੋਂ ਮਾਨਤਾ ਦੇਣ ਦੀ ਬਜਾਏ,	[457, 561, 653, 623]
column-4-top	[678, 382, 876, 620]
intro-title: ਰਾਜਸੀ ਜ਼ੁਲਮ ਦੀ ਹਿੱਕ 'ਤੇ ਲਿਖੀ ਦਾਸਤਾਨ ਦਾ ਇੱਕ ਇਤਿਹਾਸਕ ਦਸਤਾਵੇਜ਼	[411, 86, 747, 101]
article-paragraph: ਅੰਤਰਰਾਸ਼ਟਰੀ ਦਮਨ ਅਤੇ ਸਿੱਖ ਡਾਇਸਪੋਰਾ ਦਾ ਵਿਸ਼ਵੀਕਰਨ: ਹਾਲ ਹੀ ਦੇ ਸਾਲਾਂ ਵਿੱਚ, ਸਿੱਖ ਚਿੰਤਾਵਾਂ ਅੰਤਰਰਾਸ਼ਟਰੀ ਪੱਧਰ 'ਤੇ ਪਹੁੰਚ ਗਈਆਂ ਹਨ। ਸਿੱਖ ਕਾਰਕੁਨਾਂ ਵਿਰੁੱਧ ਅੰਤਰਰਾਸ਼ਟਰੀ ਦਮਨ ਦੇ ਦੋਸ਼ਾਂ ਨੇ ਇਸ ਮੁੱਦੇ ਨੂੰ ਇੱਕ ਗਲੋਬਲ ਮਾਮਲਾ ਬਣਾ ਦਿੱਤਾ ਹੈ।	[678, 1209, 876, 1288]
article-kicker: ਨਸਲਕੁਸ਼ੀ ਦੇ ਸਦਮੇ ਤੋਂ ਅੰਤਰਰਾਸ਼ਟਰੀ ਦਮਨ ਤੱਕ	[428, 274, 832, 300]
article-paragraph: ਇਸ ਲਈ, ਜੂਨ 1984 ਦੀ ਯਾਦ ਸਿਰਫ਼ ਸੋਗ ਮਨਾਉਣਾ ਨਹੀਂ ਹੈ—ਇਹ ਇਨਸਾਫ਼ ਦੀ ਮੰਗ ਹੈ, ਚੁੱਪ ਰਹਿਣ ਤੋਂ ਇਨਕਾਰ ਹੈ ਅਤੇ ਸਿੱਖਾਂ ਦੇ ਸੰਘਰਸ਼ ਦੇ ਜਾਰੀ ਰਹਿਣ ਦਾ ਪ੍ਰਮਾਣ ਹੈ।	[888, 1095, 1126, 1142]
article-paragraph: ਇਤਿਹਾਸਕ ਹੱਥ-ਲਿਖਤ ਖਰੜੇ ਨਸ਼ਟ ਹੋ ਗਏ ਅਤੇ ਅਸਥਾਨ ਦੇ ਅੰਦਰ ਰੱਖੇ ਸ਼ਰਧਾਲੂ ਮਾਰੇ ਗਏ। ਸਿੱਖ ਧਰਮ ਦੇ ਸਭ ਤੋਂ ਪਵਿੱਤਰ ਅਸਥਾਨ ਦੇ ਅੰਦਰ ਫੌਜੀ ਬਲ ਦੀ ਵਰਤੋਂ ਨੇ ਇੱਕ ਅਜਿਹਾ ਮਾਨਸਿਕ ਜ਼ਖ਼ਮ ਪੈਦਾ ਕੀਤਾ ਜੋ ਕਿ ਸਿੱਖ ਇਤਿਹਾਸਕ ਚੇਤਨਾ ਵਿੱਚ ਅੱਜ ਵੀ ਜਿਊਂਦਾ ਹੈ। ਬਹੁਤ ਸਾਰੇ ਸਿੱਖਾਂ ਲਈ, ਜੂਨ 1984 ਸਿਰਫ਼ ਇੱਕ ਸਿਆਸੀ ਸੰਕਟ ਨਹੀਂ, ਸਗੋਂ ਇੱਕ ਸਭਿਅਤਾਵਾਂ ਦਾ ਟੁੱਟਣਾ ਬਣ ਗਿਆ।	[30, 1160, 226, 1288]
article-paragraph: 1984 ਦੇ ਸਿੱਖ ਵਿਰੋਧੀ ਕਤਲੇਆਮ (ਓਪਰੇਸ਼ਨ ਸ਼ਾਂਤੀ): 31 ਅਕਤੂਬਰ 1984 ਨੂੰ ਇੰਦਰਾ ਗਾਂਧੀ ਦੇ ਸਿੱਖ ਅੰਗ ਰੱਖਿਅਕਾਂ ਦੁਆਰਾ ਕੀਤੇ ਗਏ ਕਤਲ ਤੋਂ ਬਾਅਦ ਇਹ ਦੁਖਾਂਤ ਬਹੁਤ ਭਿਆਨਕ ਰੂਪ ਧਾਰ ਗਿਆ। ਨਵੀਂ ਦਿੱਲੀ ਅਤੇ ਕਈ ਉੱਤਰੀ ਭਾਰਤੀ ਰਾਜਾਂ ਵਿੱਚ ਸਿੱਖ ਵਿਰੋਧੀ ਕਤਲੇਆਮ ਸ਼ੁਰੂ ਹੋਇਆ। ਸਿਆਸੀ ਸ਼ੈਲ ਦੁਆਰਾ ਸਿੱਖਾਂ ਦੇ ਘਰਾਂ, ਕਾਰੋਬਾਰਾਂ ਅਤੇ ਗੁਰਦੁਆਰਿਆਂ 'ਤੇ ਹਮਲੇ ਕੀਤੇ ਗਏ। ਹਜ਼ਾਰਾਂ ਸਿੱਖ ਮਾਰੇ ਗਏ। ਕਈਆਂ ਨੂੰ ਭਿਆਨਕ ਜ਼ਿੰਦਾ ਸਾੜ ਦਿੱਤਾ ਗਿਆ।	[30, 1290, 226, 1450]
column-rule	[446, 998, 447, 1544]
article-paragraph: ਭਾਰਤ ਸਰਕਾਰ ਨੇ ਇਸ ਕਾਰਵਾਈ ਨੂੰ ਜਰਨੈਲ ਸਿੰਘ ਭਿੰਡਰਾਂਵਾਲੇ ਦੀ ਅਗਵਾਈ ਵਾਲੇ ਹਥਿਆਰਬੰਦ ਖਾੜਕੂਆਂ ਵਿਰੁੱਧ ਸੁਰੱਖਿਆ ਕਾਰਵਾਈ ਵਜੋਂ ਪੇਸ਼ ਕੀਤਾ। ਫਿਰ ਵੀ ਸਿੱਖਾਂ ਲਈ, ਇਹ ਘਟਨਾ ਸਿਰਫ਼ ਇੱਕ ਫੌਜੀ ਕਾਰਵਾਈ ਨਹੀਂ ਸੀ। ਇਹ ਸਿੱਖ ਮਾਣ-ਸਨਮਾਨ, ਉਨ੍ਹਾਂ ਦੇ ਸਭ ਤੋਂ ਪਵਿੱਤਰ ਧਾਰਮਿਕ ਅਸਥਾਨ ਦੀ ਪ੍ਰਭੂਸੱਤਾ ਅਤੇ ਉਨ੍ਹਾਂ ਦੀ ਸਮੂਹਿਕ ਪਛਾਣ ਦੇ ਮੂਲ 'ਤੇ ਇੱਕ ਸਿੱਧੇ ਅਤੇ ਨਾ-ਮੁਆਫ਼ੀਯੋਗ ਹਮਲੇ ਵਜੋਂ ਅਨੁਭਵ ਕੀਤੀ ਗਈ ਸੀ। ਇਸ ਬੇਅਦਬੀ ਦੇ ਦਰਦ ਨੇ ਨਾ ਸਿਰਫ਼ ਪੰਜਾਬ ਵਿੱਚ ਬਲਕਿ ਪੂਰੇ ਵਿਸ਼ਵ ਵਿੱਚ ਫੈਲੇ ਸਿੱਖ ਭਾਈਚਾਰੇ ਵਿੱਚ ਤੁਰੰਤ ਗੁੱਸੇ ਅਤੇ ਬੇਗਾਨਗੀ ਦੀ ਭਾਵਨਾ ਨੂੰ ਜਨਮ ਦਿੱਤਾ, ਜੋ ਕਦੇ ਵੀ ਖ਼ਤਮ ਨਹੀਂ ਹੋਇਆ।	[30, 950, 226, 1158]
author-name: ਡਾ. ਗੁਰਿੰਦਰ ਸਿੰਘ ਗਰੇਵਾਲ	[107, 301, 226, 315]
article-paragraph: ਓਪਰੇਸ਼ਨ ਬਲੂ ਸਟਾਰ ਅਤੇ ਸਿੱਖ ਪਾਵਨ ਅਸਥਾਨ 'ਤੇ ਹਮਲਾ: ਜੂਨ 1984 ਵਿੱਚ, ਇੰਦਰਾ ਗਾਂਧੀ ਦੀ ਸਰਕਾਰ ਦੇ ਅਧੀਨ, ਭਾਰਤੀ ਸੈਨਾ ਨੇ ਸਿੱਖ ਧਰਮ ਦੇ ਸਭ ਤੋਂ ਪਵਿੱਤਰ ਅਸਥਾਨ, ਹਰਿਮੰਦਰ ਸਾਹਿਬ ਦੇ ਪਵਿੱਤਰ ਕੰਪਲੈਕਸ ਦੇ ਅੰਦਰ ਓਪਰੇਸ਼ਨ ਬਲੂ ਸਟਾਰ ਸ਼ੁਰੂ ਕੀਤਾ। ਇਹ ਕਾਰਵਾਈ ਸਿੱਖ ਧਾਰਮਿਕ ਕੈਲੰਡਰ ਦੇ ਸਭ ਤੋਂ ਪਵਿੱਤਰ ਦਿਹਾੜਿਆਂ ਦੌਰਾਨ, ਗੁਰੂ ਅਰਜਨ ਦੇਵ ਜੀ ਦੇ ਸ਼ਹੀਦੀ ਪੁਰਬ ਦੇ ਦਿਨਾਂ ਦੇ ਆਲੇ-ਦੁਆਲੇ ਹੋਈ ਸੀ। ਕੰਪਲੈਕਸ ਦੇ ਅੰਦਰ ਟੈਂਕ, ਤੋਪਖਾਨੇ ਅਤੇ ਭਾਰੀ ਫੌਜੀ ਬਲ ਤਾਇਨਾਤ ਕੀਤੇ ਗਏ ਸਨ। ਇਸ ਕਾਰਵਾਈ ਦੌਰਾਨ ਸੈਂਕੜੇ ਅਤੇ ਕਈ ਸਿੱਖ ਜਥੇਬੰਦੀਆਂ ਅਨੁਸਾਰ ਹਜ਼ਾਰਾਂ ਸ਼ਰਧਾਲੂ, ਸੇਵਾਦਾਰ ਅਤੇ ਆਮ ਨਾਗਰਿਕ ਮਾਰੇ ਗਏ ਸਨ। ਸਿੱਖ ਧਰਮ ਦੀ ਸਰਵਉੱਚ ਅਕਾਲ ਤਖ਼ਤ ਸਾਹਿਬ ਦੀ ਇਮਾਰਤ ਨੂੰ ਭਾਰੀ ਨੁਕਸਾਨ ਪਹੁੰਚਿਆ।	[30, 707, 226, 947]
article-paragraph: ਪੰਜਾਬ, ਸੰਘਵਾਦ ਅਤੇ ਅਣਸੁਲਝਿਆ ਚੰਡੀਗੜ੍ਹ ਦਾ ਸਵਾਲ: 1984 ਤੋਂ ਬਾਅਦ ਦੇ ਸਾਲਾਂ ਵਿੱਚ, ਸਿੱਖ ਰਾਜਨੀਤਿਕ ਸ਼ਿਕਾਇਤਾਂ ਸੰਘਵਾਦ, ਰਾਜਾਂ ਦੀ ਖ਼ੁਦਮੁਖ਼ਤਿਆਰੀ ਅਤੇ ਭਾਰਤ ਵਿੱਚ ਸੰਵਿਧਾਨਕ ਸਮਾਨਤਾ ਲਈ ਸੰਘਰਸ਼ ਬਾਰੇ ਵਿਆਪਕ ਬਹਿਸਾਂ ਵਿੱਚ ਬਦਲ ਗਈਆਂ। ਇਹ ਸਿੱਖ ਮੰਗਾਂ ਦੇ ਕੇਂਦਰ ਵਿੱਚ ਰਹੇ ਹਨ ਅਤੇ ਮੌਜੂਦਾ ਢਾਂਚੇ ਤੋਂ ਲਗਾਤਾਰ	[236, 512, 432, 623]
